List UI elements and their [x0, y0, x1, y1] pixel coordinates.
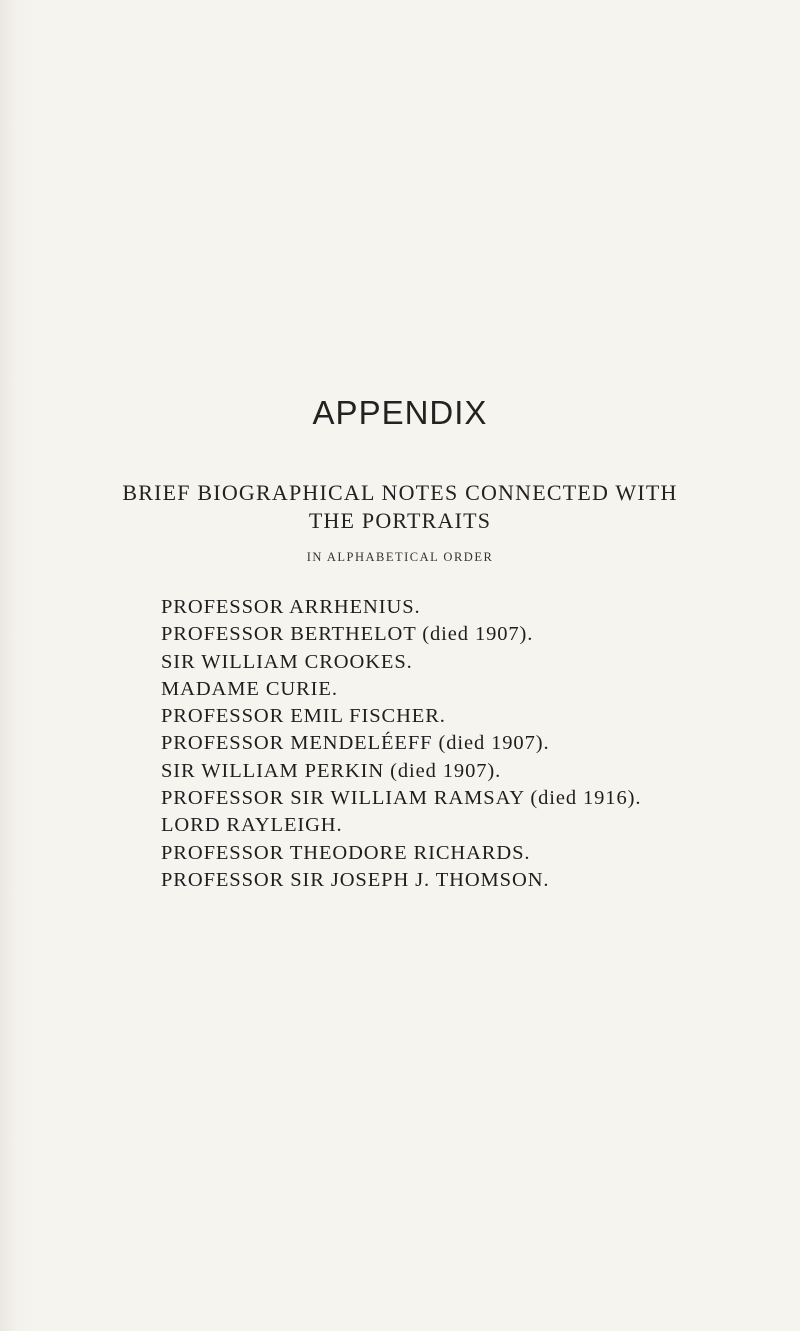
list-item: LORD RAYLEIGH. [161, 814, 343, 837]
list-item: PROFESSOR EMIL FISCHER. [161, 705, 446, 728]
portrait-list [161, 594, 641, 894]
list-item: SIR WILLIAM CROOKES. [161, 650, 413, 673]
page-heading: APPENDIX [312, 394, 488, 431]
list-item: PROFESSOR SIR JOSEPH J. THOMSON. [161, 868, 550, 891]
list-item: PROFESSOR SIR WILLIAM RAMSAY (died 1916). [161, 787, 642, 810]
list-item: PROFESSOR BERTHELOT (died 1907). [161, 623, 534, 646]
list-item: MADAME CURIE. [161, 677, 338, 700]
list-item: SIR WILLIAM PERKIN (died 1907). [161, 759, 502, 782]
subtitle-line-1: BRIEF BIOGRAPHICAL NOTES CONNECTED WITH [122, 480, 678, 505]
list-item: PROFESSOR MENDELÉEFF (died 1907). [161, 732, 550, 755]
order-caption: IN ALPHABETICAL ORDER [306, 550, 494, 564]
list-item: PROFESSOR THEODORE RICHARDS. [161, 841, 531, 864]
subtitle-line-2: THE PORTRAITS [308, 508, 492, 533]
list-item: PROFESSOR ARRHENIUS. [161, 596, 421, 618]
